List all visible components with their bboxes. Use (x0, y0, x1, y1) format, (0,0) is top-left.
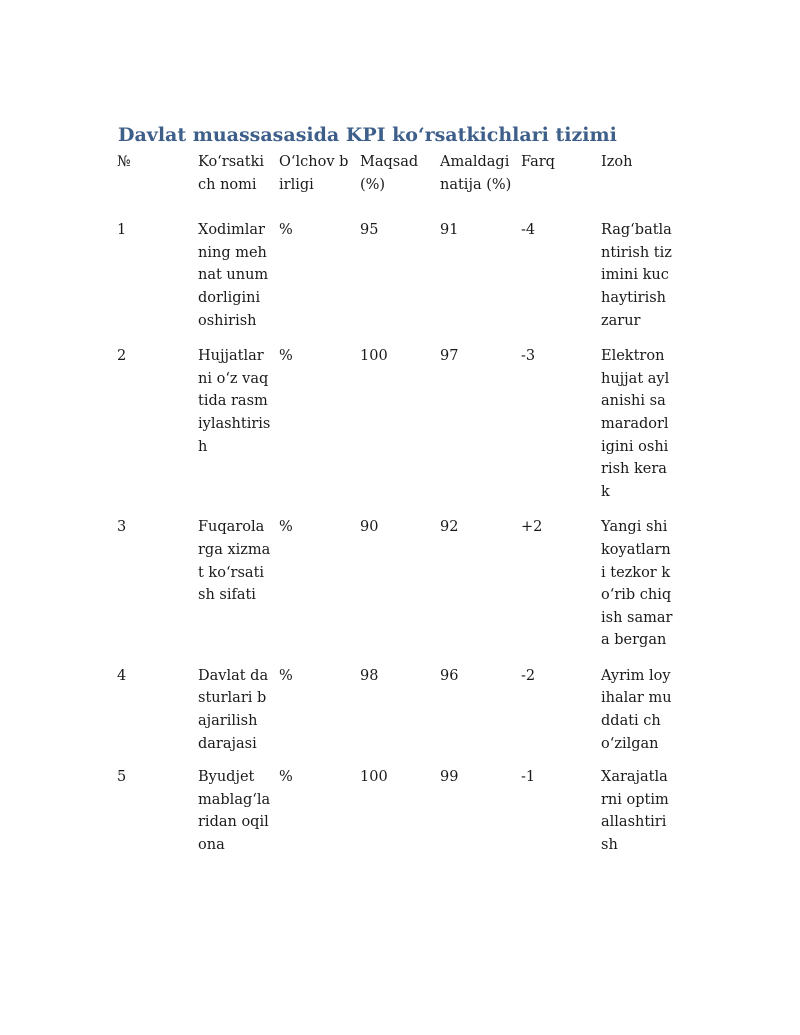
cell-actual: 96 (440, 667, 459, 684)
cell-diff: +2 (521, 519, 543, 536)
cell-name: Xodimlarning mehnat unumdorligini oshirish (198, 222, 269, 329)
header-unit: O‘lchov birligi (279, 154, 349, 193)
cell-actual: 92 (440, 519, 459, 536)
cell-unit: % (279, 222, 293, 239)
table-row (117, 665, 681, 766)
cell-actual: 91 (440, 222, 459, 239)
cell-num: 1 (117, 222, 127, 239)
table-row (117, 766, 681, 869)
cell-note: Ayrim loyihalar muddati cho‘zilgan (601, 667, 672, 752)
table-row (117, 516, 681, 665)
cell-name: Byudjet mablag‘laridan oqilona (198, 769, 271, 854)
cell-num: 2 (117, 348, 127, 365)
cell-unit: % (279, 769, 293, 786)
cell-diff: -4 (521, 222, 536, 239)
cell-name: Davlat dasturlari bajarilish darajasi (198, 667, 269, 752)
cell-unit: % (279, 519, 293, 536)
header-actual: Amaldagi natija (%) (440, 154, 512, 193)
cell-target: 100 (360, 769, 388, 786)
cell-name: Hujjatlarni o‘z vaqtida rasmiylashtirish (198, 348, 271, 455)
cell-unit: % (279, 348, 293, 365)
cell-target: 90 (360, 519, 379, 536)
header-name: Ko‘rsatkich nomi (198, 154, 265, 193)
cell-diff: -3 (521, 348, 536, 365)
cell-name: Fuqarolarga xizmat ko‘rsatish sifati (198, 519, 271, 604)
cell-note: Yangi shikoyatlarni tezkor ko‘rib chiqish samara bergan (601, 519, 673, 649)
header-num: № (117, 154, 131, 170)
cell-diff: -2 (521, 667, 536, 684)
table-row (117, 345, 681, 516)
cell-note: Xarajatlarni optimallashtirish (601, 769, 669, 854)
cell-num: 4 (117, 667, 127, 684)
cell-actual: 97 (440, 348, 459, 365)
header-note: Izoh (601, 154, 633, 170)
document-title: Davlat muassasasida KPI ko‘rsatkichlari tizimi (118, 124, 617, 146)
cell-actual: 99 (440, 769, 459, 786)
cell-note: Elektron hujjat aylanishi samaradorligini oshirish kerak (601, 348, 670, 500)
cell-target: 95 (360, 222, 379, 239)
header-diff: Farq (521, 154, 555, 170)
cell-num: 5 (117, 769, 127, 786)
cell-target: 100 (360, 348, 388, 365)
table-header-row (117, 151, 681, 219)
header-target: Maqsad (%) (360, 154, 419, 193)
cell-note: Rag‘batlantirish tizimini kuchaytirish zarur (601, 222, 672, 329)
cell-target: 98 (360, 667, 379, 684)
table-row (117, 219, 681, 345)
cell-diff: -1 (521, 769, 536, 786)
kpi-table (117, 151, 681, 870)
cell-num: 3 (117, 519, 127, 536)
cell-unit: % (279, 667, 293, 684)
